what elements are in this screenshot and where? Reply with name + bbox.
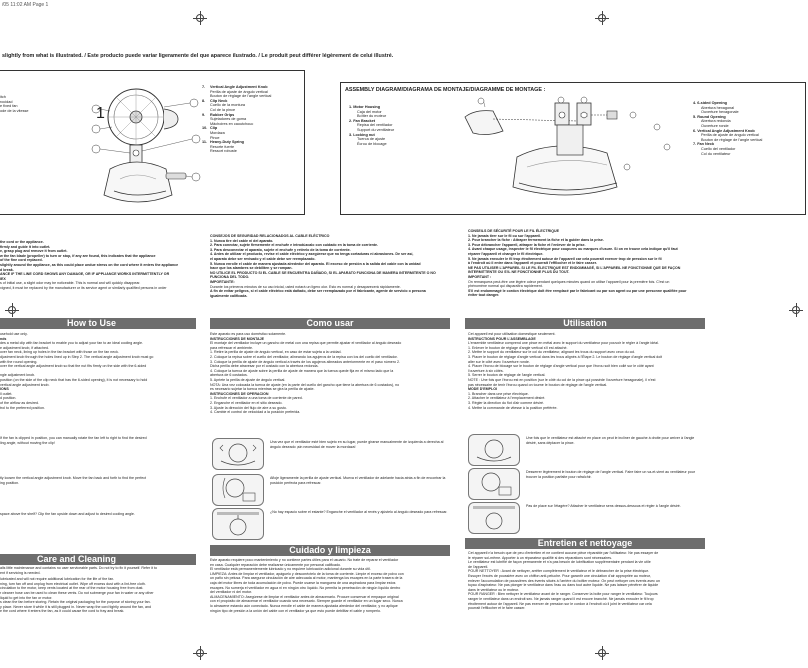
fragment-text: ode de la vitesse: [0, 108, 29, 113]
text-line: IMPORTANT :: [468, 274, 492, 279]
text-line: firmly and guide it into outlet.: [0, 244, 51, 249]
part-label: Ressort robuste: [210, 149, 237, 154]
text-line: IONS: [0, 387, 9, 392]
text-line: d break.: [0, 267, 14, 272]
text-line: LIMPIEZA: Antes de limpiar el ventilador, apáguelo y desconéctelo de la toma de corriente. Limpie el exceso de polvo con: [210, 571, 404, 576]
text-line: 1. Nunca tire del cable ni del aparato.: [210, 238, 274, 243]
text-line: e, grasp plug and remove it from outlet.: [0, 249, 68, 254]
part-label: Caja del motor: [357, 109, 382, 114]
text-line: 4. Mettre la commande de vitesse à la position préférée.: [468, 405, 558, 410]
part-label: Bouton de réglage de l'angle vertical: [701, 137, 763, 142]
text-line: Durante los primeros minutos de su uso inicial, usted notará un ligero olor. Esto es normal y desaparecerá rápidamente.: [210, 284, 401, 289]
text-line: lubricated and will not require additional lubrication for the life of the fan.: [0, 577, 115, 582]
text-line: space above the shelf? Clip the fan upside down and adjust to desired cooling angle.: [0, 512, 135, 516]
fan-parts-illustration: [80, 79, 210, 213]
tip-rotate-fr: Une fois que le ventilateur est attaché en place on peut le incliner de gauche à droite pour arriver à l'angle désiré, sans déplacer la pince.: [526, 436, 695, 445]
text-line: 2. Mettre le support du ventilateur sur le col du ventilateur, alignant les trous du support avec ceux du col.: [468, 350, 636, 355]
text-line: igualmente calificada.: [210, 293, 248, 298]
text-line: 1. Enlever le bouton de réglage d'angle vertical s'il est attaché.: [468, 345, 568, 350]
section-heading: CONSEILS DE SÉCURITÉ POUR LE FIL ÉLECTRIQUE: [468, 229, 559, 233]
registration-mark-icon: [193, 11, 207, 25]
text-line: INSTRUCTIONS POUR L'ASSEMBLAGE: [468, 336, 536, 341]
text-line: over the vertical angle adjustment knob so that the nut fits firmly on the side with the 6-sided: [0, 364, 147, 369]
text-line: 3. Placer le bouton de réglage d'angle vertical dans les trous alignés à l'Étape 2. Le bouton de réglage d'angle vertical doit: [468, 354, 663, 359]
part-label: Round Opening: [697, 114, 726, 119]
text-line: d position.: [0, 396, 17, 401]
text-line: des a metal clip with fan bracket to enable you to adjust your fan to an ideal cooling angle.: [0, 341, 144, 346]
text-line: FUNCIONA DEL TODO.: [210, 275, 250, 280]
part-label: Mordaza: [210, 130, 225, 135]
part-label: Perilla de ajuste de ángulo vertical: [210, 89, 268, 94]
text-line: ning, turn fan off and unplug from electrical outlet. Wipe off excess dust with a lint-free cloth.: [0, 581, 146, 586]
part-number: 6.: [693, 128, 697, 133]
part-label: Perilla de ajuste de ángulo vertical: [701, 133, 759, 138]
part-number: 9.: [202, 112, 206, 117]
text-line: over fan neck, lining up holes in the fan bracket with those on the fan neck.: [0, 350, 119, 355]
text-line: 2. Attacher le ventilateur à l'emplacement désiré.: [468, 396, 546, 401]
text-line: dans le ventilateur ou le moteur.: [468, 587, 519, 592]
part-label: 6-sided Opening: [697, 101, 727, 105]
upside-down-illustration: [212, 508, 264, 540]
text-line: 3. Régler la direction du flot d'air comme désiré.: [468, 400, 544, 405]
text-line: Este aparato requiere poco mantenimiento y no contiene partes útiles para el usuario. No trate de reparar el ventilador: [210, 558, 399, 562]
part-number: 5.: [693, 114, 697, 119]
registration-mark-icon: [193, 646, 207, 660]
part-number: 3.: [349, 132, 353, 137]
text-line: 3. Coloque la perilla de ajuste de ángulo vertical a través de los agujeros alineados anteriormente en el paso número 2.: [210, 359, 400, 364]
part-number: 1.: [349, 105, 353, 109]
how-to-use-tips-en-3: [0, 512, 200, 517]
registration-mark-icon: [789, 303, 803, 317]
text-line: le réparer soi-même. Apporter à un réparateur qualifié si des réparations sont nécessaires.: [468, 555, 613, 560]
text-line: del ventilador ni del motor.: [210, 590, 252, 595]
text-line: ent if servicing is needed.: [0, 570, 41, 575]
text-line: ningún tipo de presión a la unión del cable con el ventilador ya que esto puede debilitar el cable y romperlo.: [210, 608, 382, 613]
text-line: r cleaner hose can be used to clean these vents. Do not submerge your fan in water or any other: [0, 590, 154, 595]
text-line: 4. Placer l'écrou de blocage sur le bouton de réglage d'angle vertical pour que l'écrou soit bien collé sur le côté ayant: [468, 364, 654, 369]
text-line: pourrait l'effilocher et le faire casser.: [468, 606, 526, 611]
text-line: de l'appareil.: [468, 564, 489, 569]
text-line: enlever l'accumulation de poussières des évents situés à l'arrière du boîtier moteur. On peut nettoyer ces évents avec un: [468, 578, 660, 583]
part-number: 4.: [693, 101, 697, 105]
utilisation-fr: [468, 332, 798, 410]
part-label: Fan Neck: [697, 142, 715, 147]
part-label: Ouverture hexagonale: [701, 110, 739, 115]
page-stamp: /05 11:02 AM Page 1: [2, 2, 49, 8]
part-label: Locking nut: [353, 132, 375, 137]
callout-number: 1: [96, 105, 105, 122]
parts-list-left: [210, 85, 271, 154]
assembly-illustration: [457, 97, 687, 213]
text-line: w the fan blade (propeller) to turn or stop, if any are found, this indicates that the appliance: [0, 253, 156, 258]
text-line: MODE D'EMPLOI: [468, 387, 498, 392]
how-to-use-tips-en-2: [0, 476, 200, 485]
part-label: Sujetadores de goma: [210, 117, 247, 122]
text-line: 3. Ajuste la dirección del flujo de aire a su gusto.: [210, 405, 287, 410]
text-line: 1. Retire la perilla de ajuste de ángulo vertical, en caso de estar sujeta a la unidad.: [210, 350, 342, 355]
disclaimer: slightly from what is illustrated. / Este producto puede variar ligeramente del que aparece ilustrado. / Le produit peut différer légèrement de celui illustré.: [2, 53, 394, 59]
text-line: es necesario sujetar la tuerca mientras se gira la perilla de ajuste.: [210, 387, 315, 392]
part-label: Mâchoires en caoutchouc: [210, 121, 254, 126]
part-label: Repisa del ventilador: [357, 123, 393, 128]
text-line: INSTRUCCIONES DE OPERACION: [210, 391, 269, 396]
part-number: 7.: [202, 85, 206, 89]
utilisation-banner: Utilisation: [465, 318, 705, 329]
text-line: Cet appareil est pour utilisation domestique seulement.: [468, 332, 556, 336]
text-line: ll outlet.: [0, 391, 13, 396]
part-label: Abertura redonda: [701, 119, 731, 124]
text-line: POUR NETTOYER : Avant de nettoyer, arrêter complètement le ventilateur et le débrancher de la prise électrique.: [468, 569, 650, 574]
text-line: ranger le ventilateur dans un endroit sec. Ne jamais ranger quand il est encore branché. Ne jamais enrouler le fil trop: [468, 596, 654, 601]
part-label: Col de la pince: [210, 107, 236, 112]
tip-rotate-es: Una vez que el ventilador esté bien sujeto en su lugar, puede girarse manualmente de izquierda a derecha al ángulo deseado ¡sin necesidad de mover la mordaza!: [270, 440, 444, 449]
registration-mark-icon: [5, 303, 19, 317]
text-line: On remarquera peut-être une légère odeur pendant quelques minutes quand on utilise l'appareil pour la première fois. C'est un: [468, 279, 670, 284]
text-line: El montaje del ventilador incluye un gancho de metal con una repisa que permite ajustar el ventilador al ángulo deseado: [210, 341, 402, 346]
text-line: vertical angle adjustment knob.: [0, 382, 50, 387]
tip-upside-down-fr: Pas de place sur l'étagère? Attacher le ventilateur sens dessus-dessous et régler à l'angle désiré.: [526, 504, 681, 508]
cuidado-es: [210, 558, 455, 613]
text-line: L'ensemble ventilateur comprend une pince en métal avec le support du ventilateur pour pouvoir le régler à l'angle idéal.: [468, 341, 659, 346]
entretien-fr: [468, 551, 798, 611]
text-line: en casa. Cualquier reparación debe realizarse únicamente por personal calificado.: [210, 562, 342, 567]
tilt-fan-illustration: [212, 474, 264, 506]
text-line: of the airflow as desired.: [0, 400, 39, 405]
text-line: 4. Antes de utilizar el producto, revise el cable eléctrico y asegúrese que no tenga cortaduras ni abrasiones. De ser así,: [210, 252, 414, 257]
text-line: con el propósito de almacenar el ventilador cuando sea necesario. Siempre guarde el ventilador en un lugar seco. Nunca: [210, 599, 403, 604]
text-line: A fin de evitar peligros, si el cable eléctrico está dañado, debe ser reemplazado por el fabricante, agente de servicio o persona: [210, 289, 426, 294]
part-number: 10.: [202, 126, 208, 131]
cord-safety-es: [210, 234, 436, 298]
part-number: 7.: [693, 142, 697, 147]
text-line: 5. Ne jamais enrouler le fil trop étroitement autour de l'appareil car cela pourrait exercer trop de pression sur le fil: [468, 256, 662, 261]
text-line: Este aparato es para uso doméstico solamente.: [210, 332, 287, 336]
text-line: hace que los alambres se debiliten y se rompan.: [210, 266, 293, 271]
part-label: Abertura hexagonal: [701, 105, 735, 110]
assembly-list-left: [349, 105, 394, 146]
part-label: Pince: [210, 135, 220, 140]
text-line: phénomène normal qui disparaîtra rapidement.: [468, 284, 543, 289]
text-line: 2. Enganche el ventilador en el sitio deseado.: [210, 400, 283, 405]
text-line: the cord or the appliance.: [0, 240, 44, 244]
text-line: e adjustment knob, if attached.: [0, 345, 49, 350]
part-number: 11.: [202, 140, 208, 145]
text-line: e the cord where it enters the fan, as it could cause the cord to fray and break.: [0, 609, 125, 614]
text-line: ALMACENAMIENTO: Asegúrese de limpiar el ventilador antes de almacenarlo. Procure conservar el empaque original: [210, 594, 399, 599]
text-line: NO UTILICE EL PRODUCTO SI EL CABLE SE ENCUENTRA DAÑADO, SI EL APARATO FUNCIONA DE MANERA INTERMITENTE O NO: [210, 270, 436, 275]
assembly-title: ASSEMBLY DIAGRAM/DIAGRAMA DE MONTAJE/DIAGRAMME DE MONTAGE :: [345, 87, 546, 93]
text-line: Le ventilateur est lubrifié de façon permanente et n'a pas besoin de lubrification supplémentaire pendant la vie utile: [468, 560, 651, 565]
text-line: para refrescar el ambiente.: [210, 345, 253, 350]
text-line: lo almacene estando aún conectado. Nunca enrolle el cable de manera ajustada alrededor del ventilador, y no aplique: [210, 603, 398, 608]
text-line: INTERMITTENTE OU S'IL NE FONCTIONNE PLUS DU TOUT.: [468, 270, 570, 275]
text-line: ing position.: [0, 480, 20, 485]
text-line: tuyau d'aspirateur. Ne pas plonger le ventilateur dans l'eau ou dans tout autre liquide. Ne pas laisser pénétrer de liquide: [468, 583, 659, 588]
registration-mark-icon: [595, 11, 609, 25]
text-line: l'ouverture à six côtés.: [468, 368, 504, 373]
tilt-fan-illustration-fr: [468, 468, 520, 500]
text-line: liquid to get into the fan or motor.: [0, 595, 53, 600]
text-line: position (on the side of the clip neck that has the 6-sided opening), it is not necessary to hold: [0, 377, 148, 382]
part-label: Cuello del ventilador: [701, 146, 736, 151]
cord-safety-en: [0, 240, 196, 291]
text-line: 4. Avant chaque usage, inspecter le fil électrique pour coupures ou marques d'usure. Si on en trouve cela indique qu'il faut: [468, 247, 678, 252]
text-line: escapes. No sumerja el ventilador en agua ni en ningún otro líquido. No permita la penetración de ningún líquido dentro: [210, 585, 401, 590]
text-line: circulation to the motor, keep vents located at the rear of the motor housing free from dust.: [0, 586, 144, 591]
assembly-diagram-box: [340, 82, 806, 215]
part-label: Bouton de réglage de l'angle vertical: [210, 94, 272, 99]
text-line: un paño sin pelusa. Para asegurar circulación de aire adecuada al motor, mantenga los escapes en la parte trasera de la: [210, 576, 403, 581]
part-label: Tuerca de ajuste: [357, 137, 386, 142]
part-label: Boîtier du moteur: [357, 114, 387, 119]
text-line: s clean the fan before storing. Retain the original packaging for the purpose of storing your fan.: [0, 600, 151, 605]
part-label: Vertical Angle Adjustment Knob: [210, 85, 268, 89]
text-line: 4. Cambie el control de velocidad a la posición preferida.: [210, 410, 301, 415]
text-line: 1. Brancher dans une prise électrique.: [468, 391, 529, 396]
text-line: tly loosen the vertical angle adjustment knob. Move the fan back and forth to find the perfect: [0, 476, 147, 480]
part-label: Col du ventilateur: [701, 151, 731, 156]
text-line: slightly around the appliance, as this could place undue stress on the cord where it enters the appliance: [0, 262, 179, 267]
text-line: Cet appareil n'a besoin que de peu d'entretien et ne contient aucune pièce réparable par l'utilisateur. Ne pas essayer de: [468, 551, 659, 555]
text-line: of the fine cord replaced.: [0, 258, 43, 263]
part-label: Écrou de blocage: [357, 141, 387, 146]
text-line: Dicha perilla debe atravesar por el costado con la abertura redonda.: [210, 364, 319, 369]
part-number: 8.: [202, 98, 206, 103]
part-label: Support du ventilateur: [357, 127, 395, 132]
upside-down-illustration-fr: [468, 502, 520, 534]
how-to-use-tips-en: [0, 436, 200, 445]
text-line: à l'endroit où il entre dans l'appareil et pourrait l'effilocher et le faire casser.: [468, 261, 597, 266]
assembly-list-right: [693, 101, 762, 156]
part-label: Ouverture ronde: [701, 123, 729, 128]
text-line: El ventilador está permanentemente lubricado y no requiere lubricación adicional durante su vida útil.: [210, 567, 371, 572]
text-line: 4. Coloque la tuerca de ajuste sobre la perilla de ajuste de manera que la tuerca quede fija en el mismo lado que la: [210, 368, 394, 373]
registration-mark-icon: [595, 646, 609, 660]
text-line: ngle adjustment knob.: [0, 373, 36, 378]
text-line: aller sur le côté avec l'ouverture ronde.: [468, 359, 530, 364]
entretien-banner: Entretien et nettoyage: [465, 538, 705, 549]
left-fragments: [0, 95, 29, 113]
how-to-use-banner: How to Use: [0, 318, 196, 329]
part-label: Rubber Grips: [210, 112, 235, 117]
text-line: el aparato debe ser revisado y el cable debe ser reemplazado.: [210, 256, 316, 261]
part-label: Clip Neck: [210, 98, 228, 103]
fragment-text: e fixed fan: [0, 104, 18, 109]
cord-safety-fr: [468, 229, 798, 298]
text-line: S'il est endommagé le cordon électrique doit être remplacé par le fabricant ou par son agent ou par une personne qualifiée pour: [468, 288, 687, 293]
section-heading: CONSEJOS DE SEGURIDAD RELACIONADOS AL CABLE ELÉCTRICO: [210, 234, 330, 238]
text-line: éviter tout danger.: [468, 293, 500, 298]
rotate-fan-illustration: [212, 438, 264, 470]
cuidado-banner: Cuidado y limpieza: [210, 545, 450, 556]
parts-list-numbers: [202, 85, 207, 145]
text-line: ling angle, without moving the clip!: [0, 440, 55, 445]
part-label: Fan Bracket: [353, 118, 375, 123]
part-label: Vertical Angle Adjustment Knob: [697, 128, 755, 133]
text-line: alls little maintenance and contains no user serviceable parts. Do not try to fix it yourself. Refer it to: [0, 566, 158, 570]
text-line: étroitement autour de l'appareil. Ne pas exercer de pression sur le cordon à l'endroit où il joint le ventilateur car cela: [468, 601, 652, 606]
como-usar-banner: Como usar: [210, 318, 450, 329]
tip-upside-down-es: ¿No hay espacio sobre el estante? Enganche el ventilador al revés y ajústelo al ángulo deseado para refrescar.: [270, 510, 448, 514]
care-banner: Care and Cleaning: [0, 554, 196, 565]
text-line: 5. Serrer le bouton de réglage de l'angle vertical.: [468, 373, 546, 378]
text-line: 5. Apriete la perilla de ajuste de ángulo vertical.: [210, 377, 286, 382]
text-line: with the round opening.: [0, 359, 38, 364]
text-line: 1. Ne jamais tirer sur le fil ou sur l'appareil.: [468, 233, 542, 238]
text-line: Essuyer l'excès de poussière avec un chiffon anti-peluche. Pour garantir une circulation d'air appropriée au moteur,: [468, 573, 651, 578]
text-line: NOTA: Una vez colocada la tuerca de ajuste (en la parte del cuello del gancho que tiene la abertura de 6 costados), no: [210, 382, 400, 387]
text-line: NOTE : Une fois que l'écrou est en position (sur le côté du col de la pince qui possède l'ouverture hexagonale), il n'est: [468, 377, 656, 382]
part-label: Clip: [210, 126, 218, 131]
text-line: caja del motor libres de toda acumulación de polvo. Puede usarse la manguera de una aspiradora para limpiar estos: [210, 580, 396, 585]
text-line: pas nécessaire de tenir l'écrou quand on tourne le bouton de réglage de l'angle vertical.: [468, 382, 608, 387]
text-line: y place. Never store it while it is still plugged in. Never wrap the cord tightly around the fan, and: [0, 604, 152, 609]
part-label: Motor Housing: [353, 105, 381, 109]
text-line: djustment knob through the holes lined up in Step 2. The vertical angle adjustment knob must go: [0, 354, 154, 359]
text-line: trol to the preferred position.: [0, 405, 45, 410]
tip-tilt-es: Afloje ligeramente la perilla de ajuste vertical. Mueva el ventilador de adelante hacia atrás a fin de encontrar la posición perfecta para refrescar.: [270, 476, 446, 485]
part-number: 2.: [349, 118, 353, 123]
fragment-text: itch: [0, 95, 6, 99]
rotate-fan-illustration-fr: [468, 434, 520, 466]
part-label: Heavy-Duty Spring: [210, 140, 244, 145]
text-line: usehold use only.: [0, 332, 28, 336]
part-label: Resorte fuerte: [210, 144, 235, 149]
text-line: POUR RANGER : Bien nettoyer le ventilateur avant de le ranger. Conserver la boîte pour ranger le ventilateur. Toujours: [468, 592, 658, 597]
text-line: IEX: [0, 276, 6, 281]
text-line: 2. Coloque la repisa sobre el cuello del ventilador, alineando los agujeros de la repisa con los del cuello del ventilador.: [210, 354, 398, 359]
text-line: NE PAS UTILISER L'APPAREIL SI LE FIL ÉLECTRIQUE EST ENDOMMAGÉ, SI L'APPAREIL NE FONCTIONNE QUE DE FAÇON: [468, 265, 681, 270]
tip-tilt-fr: Desserrer légèrement le bouton de réglage de l'angle vertical. Faire faire un va-et-vient au ventilateur pour trouver la position parfaite pour rafraîchir.: [526, 470, 695, 479]
text-line: s of initial use, a slight odor may be noticeable. This is normal and will quickly disappear.: [0, 281, 141, 286]
text-line: IMPORTANTE:: [210, 279, 235, 284]
part-label: Cuello de la montura: [210, 103, 246, 108]
how-to-use-en: [0, 332, 196, 410]
text-line: abertura de 6 costados.: [210, 373, 248, 378]
text-line: ANCE IF THE LINE CORD SHOWS ANY DAMAGE, OR IF APPLIANCE WORKS INTERMITTENTLY OR: [0, 272, 170, 277]
text-line: If the fan is clipped in position, you can manually rotate the fan left to right to find the desired: [0, 436, 147, 440]
text-line: nds: [0, 336, 7, 341]
como-usar-es: [210, 332, 455, 415]
text-line: 5. Nunca enrolle el cable de manera ajustada alrededor del aparato. El exceso de presión a la salida del cable con la unidad: [210, 261, 421, 266]
fragment-text: rocidad: [0, 99, 13, 104]
parts-diagram-box: [0, 70, 305, 215]
text-line: réparer l'appareil et changer le fil électrique.: [468, 251, 544, 256]
text-line: INSTRUCCIONES DE MONTAJE: [210, 336, 265, 341]
care-en: [0, 566, 196, 614]
text-line: 1. Enchufe el ventilador a una toma de corriente de pared.: [210, 396, 303, 401]
text-line: 2. Pour brancher la fiche : Attraper fermement la fiche et la guider dans la prise.: [468, 238, 604, 243]
text-line: 3. Para desconectar el aparato, sujete el enchufe y retírelo de la toma de corriente.: [210, 247, 351, 252]
text-line: 3. Pour débrancher l'appareil, attraper la fiche et l'enlever de la prise.: [468, 242, 586, 247]
text-line: xigned, it must be replaced by the manufacturer or its service agent or similarly qualified persons in order: [0, 285, 167, 290]
text-line: 2. Para conectar, sujete firmemente el enchufe e introdúzcalo con cuidado en la toma de corriente.: [210, 243, 378, 248]
